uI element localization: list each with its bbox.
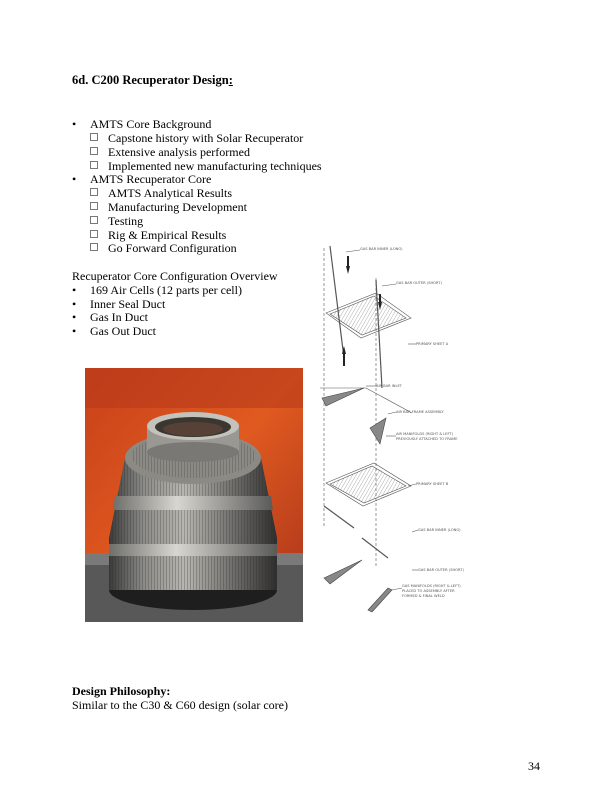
design-philosophy-text: Similar to the C30 & C60 design (solar core) [72, 698, 288, 712]
diagram-label: PRIMARY SHEET A [416, 342, 449, 346]
diagram-label: AIR MANIFOLDS (RIGHT & LEFT) [396, 432, 454, 436]
checkbox-square-icon [90, 230, 98, 238]
section-heading [72, 73, 233, 88]
diagram-label: GAS BAR OUTER (SHORT) [418, 568, 464, 572]
outline-subitem-label: Testing [108, 214, 144, 228]
bullet-dot: • [72, 324, 77, 338]
config-item-label: 169 Air Cells (12 parts per cell) [90, 283, 242, 297]
checkbox-square-icon [90, 216, 98, 224]
diagram-label: PLACED TO ASSEMBLY AFTER [402, 589, 455, 593]
checkbox-square-icon [90, 133, 98, 141]
bullet-dot: • [72, 117, 77, 131]
outline-subitem-label: Manufacturing Development [108, 200, 247, 214]
checkbox-square-icon [90, 188, 98, 196]
config-item-label: Inner Seal Duct [90, 297, 166, 311]
bullet-dot: • [72, 297, 77, 311]
outline-subitem-label: Rig & Empirical Results [108, 228, 227, 242]
section-title: 6d. C200 Recuperator Design [72, 73, 229, 87]
outline-item-label: AMTS Recuperator Core [90, 172, 212, 186]
diagram-label: AIR BAR INLET [376, 384, 402, 388]
diagram-label: GAS BAR INNER (LONG) [360, 247, 403, 251]
diagram-label: GAS MANIFOLDS (RIGHT & LEFT) [402, 584, 461, 588]
diagram-label: PRIMARY SHEET B [416, 482, 449, 486]
outline-item-label: AMTS Core Background [90, 117, 212, 131]
config-item-label: Gas Out Duct [90, 324, 156, 338]
outline-subitem-label: Go Forward Configuration [108, 241, 237, 255]
page-number: 34 [528, 759, 540, 773]
exploded-assembly-diagram [316, 238, 486, 618]
checkbox-square-icon [90, 161, 98, 169]
diagram-label: PREVIOUSLY ATTACHED TO FRAME [396, 437, 458, 441]
checkbox-square-icon [90, 202, 98, 210]
bullet-dot: • [72, 283, 77, 297]
outline-subitem-label: AMTS Analytical Results [108, 186, 232, 200]
outline-subitem-label: Implemented new manufacturing techniques [108, 159, 322, 173]
outline-subitem-label: Extensive analysis performed [108, 145, 250, 159]
checkbox-square-icon [90, 147, 98, 155]
diagram-label: AIR BAR FRAME ASSEMBLY [396, 410, 444, 414]
section-title-colon: : [228, 73, 233, 87]
design-philosophy-heading: Design Philosophy: [72, 684, 171, 698]
config-item-label: Gas In Duct [90, 310, 148, 324]
diagram-label: GAS BAR OUTER (SHORT) [396, 281, 442, 285]
bullet-dot: • [72, 310, 77, 324]
checkbox-square-icon [90, 243, 98, 251]
outline-subitem-label: Capstone history with Solar Recuperator [108, 131, 304, 145]
diagram-label: GAS BAR INNER (LONG) [418, 528, 461, 532]
diagram-label: FORMED & FINAL WELD [402, 594, 445, 598]
config-overview-heading: Recuperator Core Configuration Overview [72, 269, 278, 283]
bullet-dot: • [72, 172, 77, 186]
recuperator-core-photo [85, 368, 303, 622]
